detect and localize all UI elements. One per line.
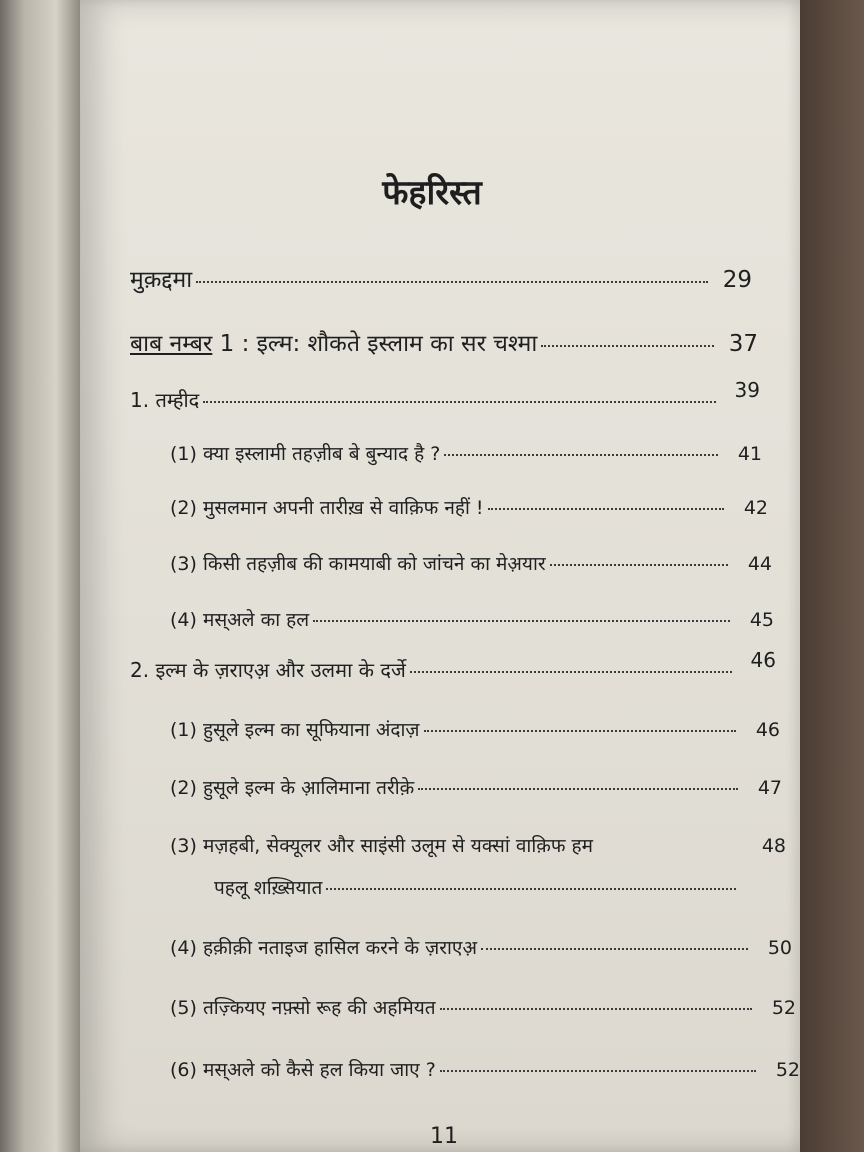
toc-entry-label: 2. इल्म के ज़राएअ़ और उलमा के दर्जे [130, 658, 406, 682]
leader-dots [541, 345, 714, 347]
toc-entry-ilm [130, 648, 776, 683]
leader-dots [196, 281, 708, 283]
toc-subentry [170, 440, 762, 466]
toc-entry-label: (4) हक़ीक़ी नताइज हासिल करने के ज़राएअ़ [170, 937, 477, 959]
toc-entry-label: (2) मुसलमान अपनी तारीख़ से वाक़िफ नहीं ! [170, 497, 484, 519]
toc-entry-page: 52 [771, 997, 796, 1019]
chapter-prefix: बाब नम्बर [130, 331, 213, 357]
toc-entry-page: 39 [734, 378, 760, 402]
toc-subentry [170, 994, 796, 1020]
page-title: फेहरिस्त [382, 173, 482, 213]
toc-entry-page: 48 [761, 835, 786, 857]
toc-entry-page: 41 [737, 443, 762, 465]
toc-entry-label: मुक़द्दमा [130, 267, 193, 293]
toc-entry-page: 42 [743, 497, 768, 519]
toc-subentry [170, 934, 792, 960]
toc-entry-label: (2) हुसूले इल्म के आ़लिमाना तरीके़ [170, 777, 415, 799]
leader-dots [418, 788, 738, 790]
toc-entry-page: 52 [775, 1059, 800, 1081]
page-number: 11 [430, 1124, 458, 1149]
toc-entry-tamhid [130, 378, 760, 413]
toc-entry-label: (1) हुसूले इल्म का सूफियाना अंदाज़ [170, 719, 420, 741]
toc-subentry [170, 832, 786, 858]
toc-entry-page: 44 [747, 553, 772, 575]
toc-entry-page: 46 [750, 648, 776, 672]
toc-subentry [170, 716, 780, 742]
leader-dots [410, 671, 732, 673]
toc-entry-label-continued: पहलू शख़्सियात [214, 877, 323, 899]
toc-entry-label: (1) क्या इस्लामी तहज़ीब बे बुन्याद है ? [170, 443, 441, 465]
toc-subentry [170, 1056, 800, 1082]
toc-subentry-continuation [214, 874, 740, 900]
toc-subentry [170, 494, 768, 520]
toc-entry-label: (4) मस्अले का हल [170, 609, 310, 631]
leader-dots [444, 454, 718, 456]
toc-entry-page: 46 [755, 719, 780, 741]
leader-dots [481, 948, 748, 950]
chapter-title: 1 : इल्म: शौकते इस्लाम का सर चश्मा [212, 331, 538, 357]
toc-entry-chapter-1 [130, 326, 758, 358]
leader-dots [326, 888, 736, 890]
leader-dots [203, 401, 716, 403]
toc-entry-muqaddama [130, 262, 752, 294]
toc-entry-label: (3) किसी तहज़ीब की कामयाबी को जांचने का मेअ़यार [170, 553, 546, 575]
toc-entry-label: 1. तम्हीद [130, 388, 200, 412]
leader-dots [488, 508, 724, 510]
leader-dots [313, 620, 730, 622]
toc-entry-page: 50 [767, 937, 792, 959]
leader-dots [424, 730, 736, 732]
toc-entry-page: 29 [722, 267, 752, 293]
toc-entry-page: 45 [749, 609, 774, 631]
leader-dots [440, 1070, 756, 1072]
toc-entry-label: (5) तज़्कियए नफ़्सो रूह की अहमियत [170, 997, 436, 1019]
toc-subentry [170, 774, 782, 800]
toc-entry-label [130, 326, 537, 358]
toc-entry-label: (6) मस्अले को कैसे हल किया जाए ? [170, 1059, 436, 1081]
toc-entry-page: 47 [757, 777, 782, 799]
toc-subentry [170, 606, 774, 632]
toc-subentry [170, 550, 772, 576]
toc-entry-label: (3) मज़हबी, सेक्यूलर और साइंसी उलूम से यक्सां वाक़िफ हम [170, 835, 594, 857]
leader-dots [440, 1008, 752, 1010]
leader-dots [550, 564, 728, 566]
toc-entry-page: 37 [728, 331, 758, 357]
